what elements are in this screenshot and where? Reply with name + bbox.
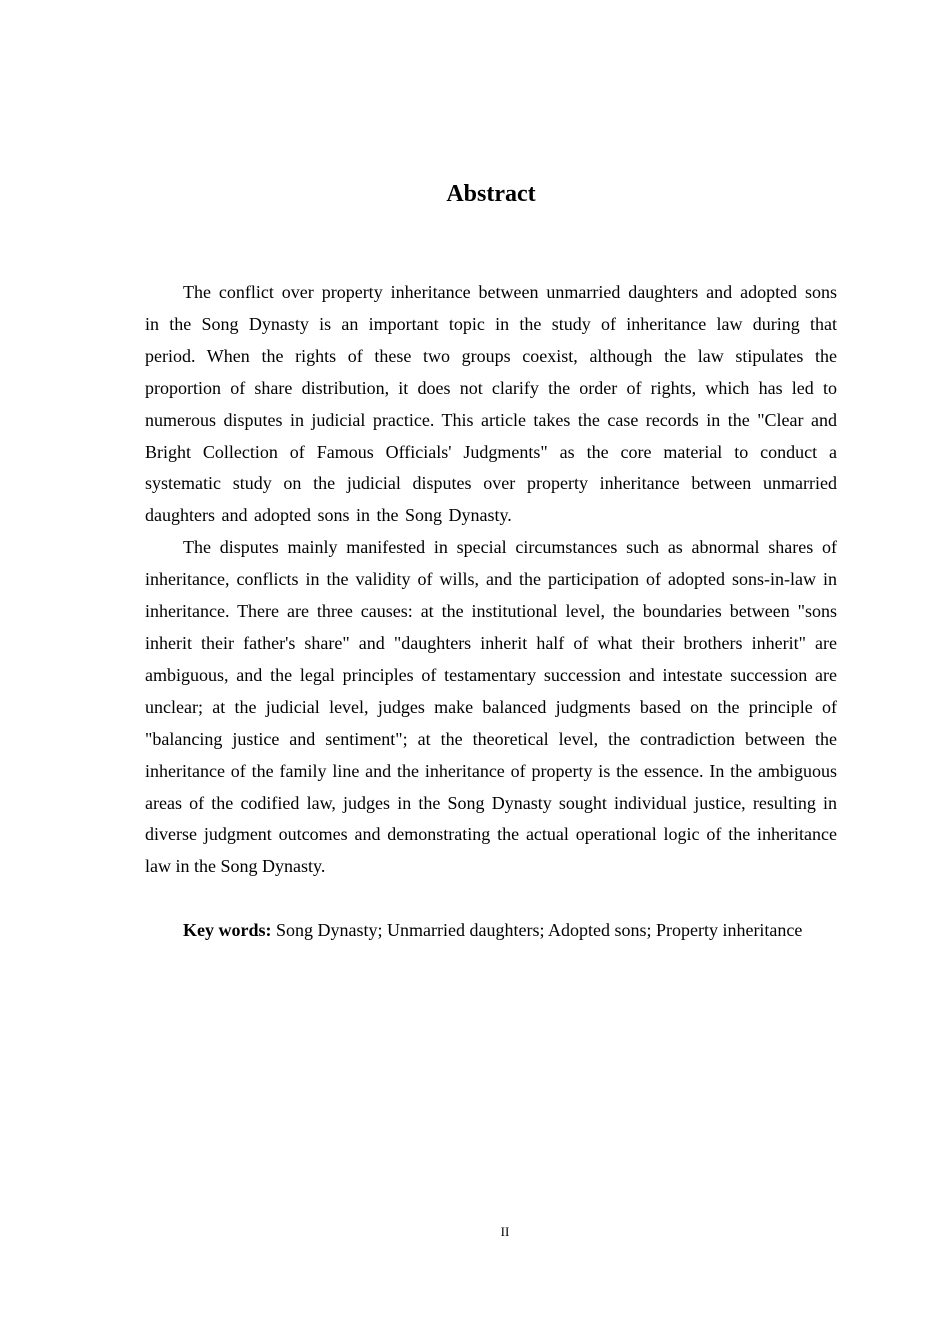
keywords-line (145, 915, 837, 947)
abstract-body (145, 277, 837, 947)
abstract-paragraph-1: The conflict over property inheritance between unmarried daughters and adopted sons in the Song Dynasty is an important topic in the study of inheritance law during that period. When the rights of these two groups coexist, although the law stipulates the proportion of share distribution, it does not clarify the order of rights, which has led to numerous disputes in judicial practice. This article takes the case records in the "Clear and Bright Collection of Famous Officials' Judgments" as the core material to conduct a systematic study on the judicial disputes over property inheritance between unmarried daughters and adopted sons in the Song Dynasty. (145, 282, 837, 526)
page-number: II (500, 1224, 510, 1239)
abstract-title: Abstract (446, 181, 536, 207)
keywords-label: Key words: (183, 920, 272, 941)
keywords-text: Song Dynasty; Unmarried daughters; Adopted sons; Property inheritance (276, 920, 803, 941)
abstract-paragraph-2: The disputes mainly manifested in special circumstances such as abnormal shares of inheritance, conflicts in the validity of wills, and the participation of adopted sons-in-law in inheritance. There are three causes: at the institutional level, the boundaries between "sons inherit their father's share" and "daughters inherit half of what their brothers inherit" are ambiguous, and the legal principles of testamentary succession and intestate succession are unclear; at the judicial level, judges make balanced judgments based on the principle of "balancing justice and sentiment"; at the theoretical level, the contradiction between the inheritance of the family line and the inheritance of property is the essence. In the ambiguous areas of the codified law, judges in the Song Dynasty sought individual justice, resulting in diverse judgment outcomes and demonstrating the actual operational logic of the inheritance law in the Song Dynasty. (145, 537, 837, 877)
